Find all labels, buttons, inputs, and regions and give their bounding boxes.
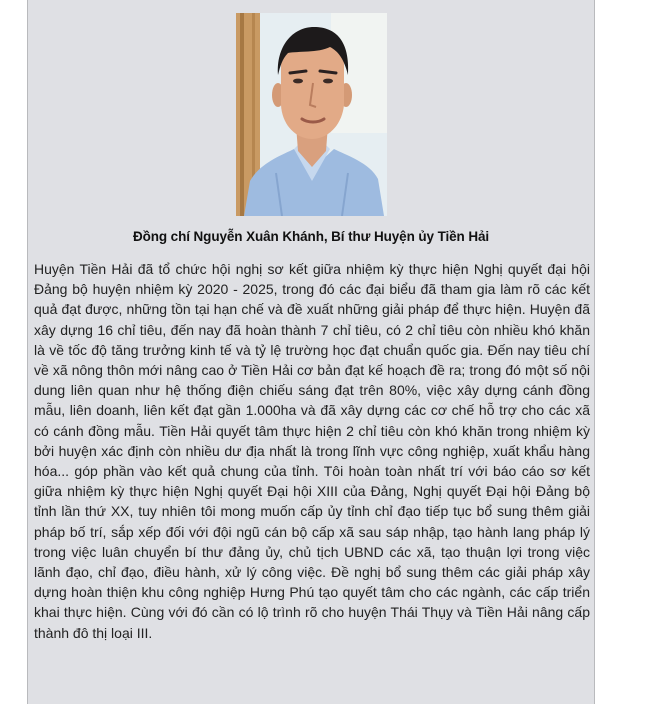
- portrait-photo: [236, 13, 387, 216]
- article-paragraph: Huyện Tiền Hải đã tổ chức hội nghị sơ kết giữa nhiệm kỳ thực hiện Nghị quyết đại hội Đảng bộ huyện nhiệm kỳ 2020 - 2025, trong đó các đại biểu đã tham gia làm rõ các kết quả đạt được, những tồn tại hạn chế và đề xuất những giải pháp để thực hiện. Huyện đã xây dựng 16 chỉ tiêu, đến nay đã hoàn thành 7 chỉ tiêu, có 2 chỉ tiêu còn nhiều khó khăn là về tốc độ tăng trưởng kinh tế và tỷ lệ trường học đạt chuẩn quốc gia. Đến nay tiêu chí về xã nông thôn mới nâng cao ở Tiền Hải cơ bản đạt kế hoạch đề ra; trong đó một số nội dung liên quan như hệ thống điện chiếu sáng đạt trên 80%, việc xây dựng cánh đồng mẫu, liên doanh, liên kết đạt gần 1.000ha và đã xây dựng các cơ chế hỗ trợ cho các xã có cánh đồng mẫu. Tiền Hải quyết tâm thực hiện 2 chỉ tiêu còn khó khăn trong nhiệm kỳ bởi huyện xác định còn nhiều dư địa nhất là trong lĩnh vực công nghiệp, xuất khẩu hàng hóa... góp phần vào kết quả chung của tỉnh. Tôi hoàn toàn nhất trí với báo cáo sơ kết giữa nhiệm kỳ thực hiện Nghị quyết Đại hội XIII của Đảng, Nghị quyết Đại hội Đảng bộ tỉnh lần thứ XX, tuy nhiên tôi mong muốn cấp ủy tỉnh chỉ đạo tiếp tục bổ sung thêm giải pháp bố trí, sắp xếp đối với đội ngũ cán bộ cấp xã sau sáp nhập, tạo hành lang pháp lý trong việc luân chuyển bí thư đảng ủy, chủ tịch UBND các xã, tạo thuận lợi trong việc lãnh đạo, chỉ đạo, điều hành, xử lý công việc. Đề nghị bổ sung thêm các giải pháp xây dựng hoàn thiện khu công nghiệp Hưng Phú tạo quyết tâm cho các ngành, các cấp triển khai thực hiện. Cùng với đó cần có lộ trình rõ cho huyện Thái Thụy và Tiền Hải nâng cấp thành đô thị loại III.: [34, 261, 590, 641]
- article-panel: [27, 0, 595, 704]
- portrait-illustration: [236, 13, 387, 216]
- photo-caption: Đồng chí Nguyễn Xuân Khánh, Bí thư Huyện ủy Tiền Hải: [132, 229, 490, 244]
